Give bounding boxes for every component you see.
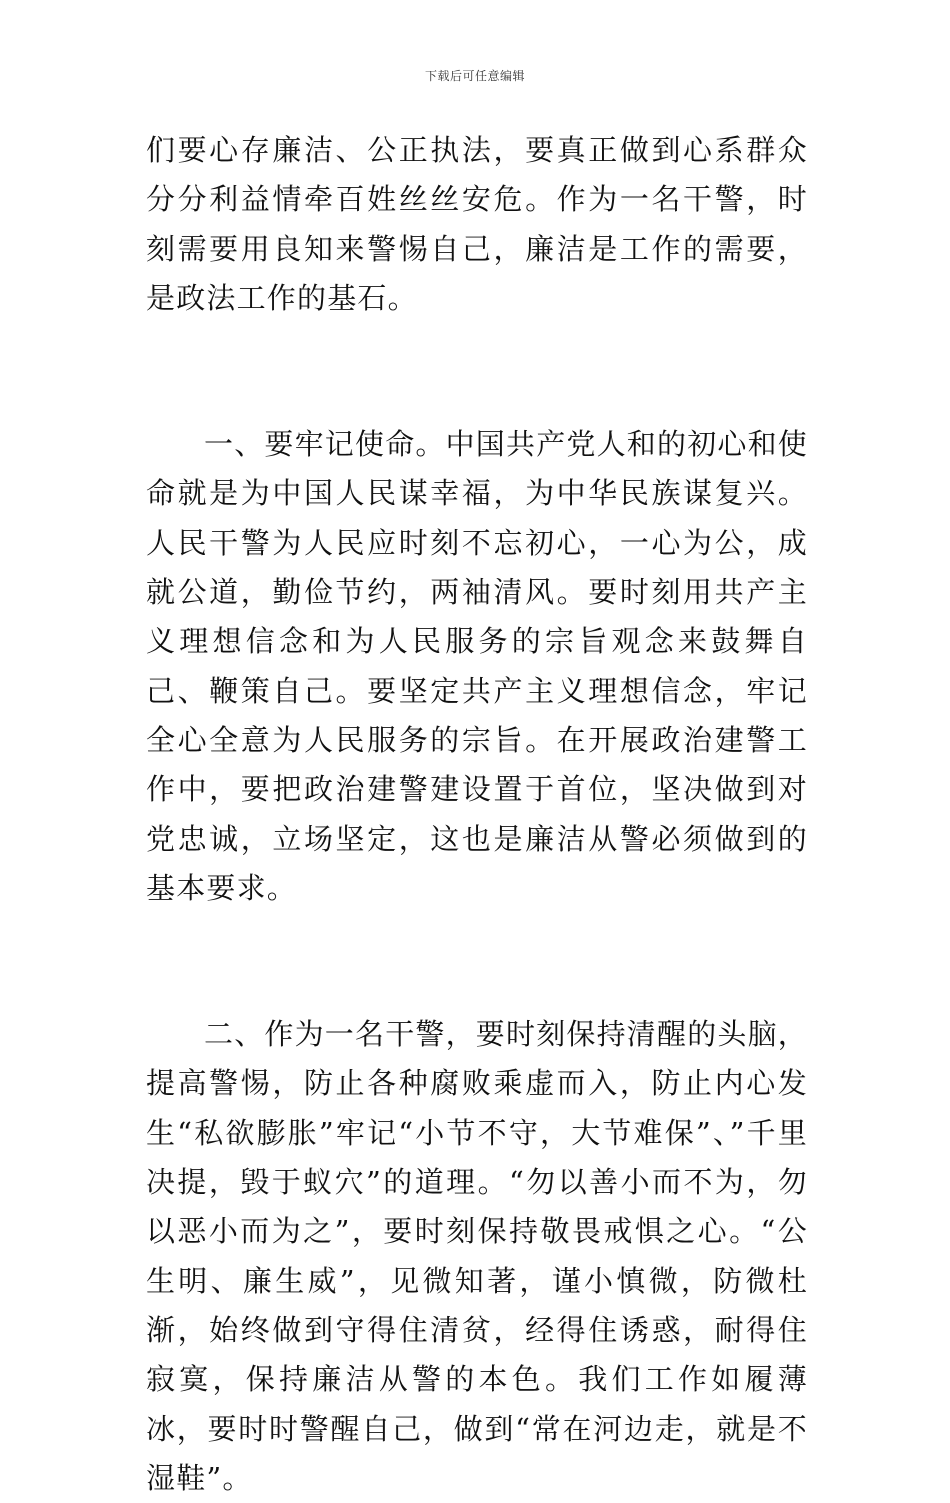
paragraph-section-one: 一、要牢记使命。中国共产党人和的初心和使命就是为中国人民谋幸福，为中华民族谋复兴。人民干警为人民应时刻不忘初心，一心为公，成就公道，勤俭节约，两袖清风。要时刻用共产主义理想信念和为人民服务的宗旨观念来鼓舞自己、鞭策自己。要坚定共产主义理想信念，牢记全心全意为人民服务的宗旨。在开展政治建警工作中，要把政治建警建设置于首位，坚决做到对党忠诚，立场坚定，这也是廉洁从警必须做到的基本要求。 [146,427,809,905]
page-header: 下载后可任意编辑 [424,69,525,83]
paragraph-continuation: 们要心存廉洁、公正执法，要真正做到心系群众分分利益情牵百姓丝丝安危。作为一名干警，时刻需要用良知来警惕自己，廉洁是工作的需要，是政法工作的基石。 [146,133,808,315]
paragraph-section-two: 二、作为一名干警，要时刻保持清醒的头脑，提高警惕，防止各种腐败乘虚而入，防止内心发生“私欲膨胀”牢记“小节不守，大节难保”、”千里决提，毁于蚁穴”的道理。“勿以善小而不为，勿以恶小而为之”，要时刻保持敬畏戒惧之心。“公生明、廉生威”，见微知著，谨小慎微，防微杜渐，始终做到守得住清贫，经得住诱惑，耐得住寂寞，保持廉洁从警的本色。我们工作如履薄冰，要时时警醒自己，做到“常在河边走，就是不湿鞋”。 [146,1017,809,1495]
paragraph-gap [146,913,808,1010]
document-body [146,126,808,1503]
paragraph-gap [146,323,808,420]
